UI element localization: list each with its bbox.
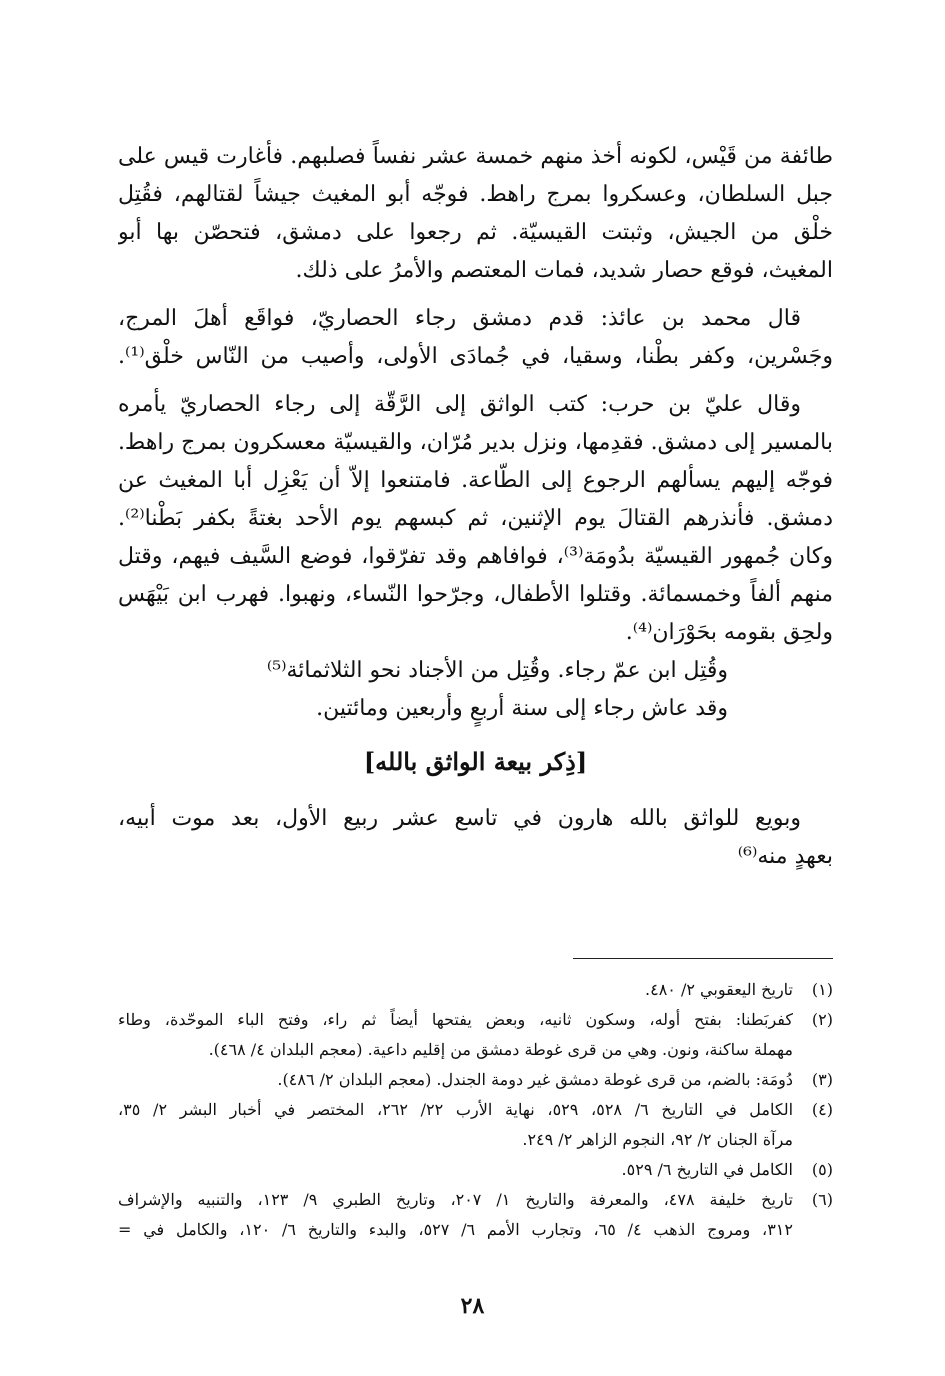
text-line: وكان جُمهور القيسيّة بدُومَة⁽³⁾، فوافاهم وقد تفرّقوا، فوضع السَّيف فيهم، وقتل <box>118 544 833 569</box>
footnote-text: كفربَطنا: بفتح أوله، وسكون ثانيه، وبعض يفتحها أيضاً ثم راء، وفتح الباء الموحّدة، وطاء <box>118 1010 793 1029</box>
text-line: وجَسْرين، وكفر بطْنا، وسقيا، في جُمادَى الأولى، وأصيب من النّاس خلْق⁽¹⁾. <box>118 344 833 369</box>
text-line: ولحِق بقومه بحَوْرَان⁽⁴⁾. <box>625 620 833 645</box>
footnote-text: تاريخ اليعقوبي ٢/ ٤٨٠. <box>645 980 793 999</box>
text-line: بالمسير إلى دمشق. فقدِمها، ونزل بدير مُرّان، والقيسيّة معسكرون بمرج راهط. <box>118 430 833 455</box>
footnote-text: الكامل في التاريخ ٦/ ٥٢٩. <box>621 1160 793 1179</box>
footnote <box>118 1005 833 1065</box>
page-number: ٢٨ <box>460 1293 485 1319</box>
text-line: طائفة من قَيْس، لكونه أخذ منهم خمسة عشر نفساً فصلبهم. فأغارت قيس على <box>118 144 833 169</box>
text-line: وقال عليّ بن حرب: كتب الواثق إلى الرَّقّة إلى رجاء الحصاريّ يأمره <box>118 392 801 417</box>
footnote-text: الكامل في التاريخ ٦/ ٥٢٨، ٥٢٩، نهاية الأرب ٢٢/ ٢٦٢، المختصر في أخبار البشر ٢/ ٣٥، <box>118 1100 793 1119</box>
text-line: قال محمد بن عائذ: قدم دمشق رجاء الحصاريّ، فواقَع أهلَ المرج، <box>118 306 801 331</box>
footnote <box>118 1185 833 1245</box>
text-line: خلْق من الجيش، وثبتت القيسيّة. ثم رجعوا على دمشق، فتحصّن بها أبو <box>118 220 833 245</box>
footnote <box>118 1155 833 1185</box>
footnotes <box>118 975 833 1245</box>
footnote <box>118 1095 833 1155</box>
footnote-number: (٥) <box>811 1160 833 1179</box>
footnote-text: مهملة ساكنة، ونون. وهي من قرى غوطة دمشق من إقليم داعية. (معجم البلدان ٤/ ٤٦٨). <box>208 1040 793 1059</box>
text-line: وقد عاش رجاء إلى سنة أربعٍ وأربعين ومائتين. <box>316 696 728 721</box>
section-heading: [ذِكر بيعة الواثق بالله] <box>363 747 588 776</box>
text-line: المغيث، فوقع حصار شديد، فمات المعتصم والأمرُ على ذلك. <box>295 258 833 283</box>
text-line: منهم ألفاً وخمسمائة. وقتلوا الأطفال، وجرّحوا النّساء، ونهبوا. فهرب ابن بَيْهَس <box>118 582 833 607</box>
text-line: دمشق. فأنذرهم القتالَ يوم الإثنين، ثم كبسهم يوم الأحد بغتةً بكفر بَطْنا⁽²⁾. <box>118 506 833 531</box>
footnote <box>118 1065 833 1095</box>
text-line: وقُتِل ابن عمّ رجاء. وقُتِل من الأجناد نحو الثلاثمائة⁽⁵⁾ <box>266 658 728 683</box>
footnote-number: (٤) <box>811 1100 833 1119</box>
footnote-number: (٢) <box>811 1010 833 1029</box>
text-line: بعهدٍ منه⁽⁶⁾ <box>737 844 833 869</box>
main-text <box>118 138 833 876</box>
footnote-text: دُومَة: بالضم، من قرى غوطة دمشق غير دومة الجندل. (معجم البلدان ٢/ ٤٨٦). <box>277 1070 793 1089</box>
text-line: وبويع للواثق بالله هارون في تاسع عشر ربيع الأول، بعد موت أبيه، <box>118 806 801 831</box>
footnote-text: ٣١٢، ومروج الذهب ٤/ ٦٥، وتجارب الأمم ٦/ ٥٢٧، والبدء والتاريخ ٦/ ١٢٠، والكامل في = <box>118 1220 793 1239</box>
text-line: جبل السلطان، وعسكروا بمرج راهط. فوجّه أبو المغيث جيشاً لقتالهم، فقُتِل <box>118 182 833 207</box>
footnote <box>118 975 833 1005</box>
footnote-separator <box>573 958 833 959</box>
footnote-number: (٦) <box>811 1190 833 1209</box>
text-line: فوجّه إليهم يسألهم الرجوع إلى الطّاعة. فامتنعوا إلاّ أن يَعْزِل أبا المغيث عن <box>118 468 833 493</box>
footnote-number: (٣) <box>811 1070 833 1089</box>
footnote-number: (١) <box>811 980 833 999</box>
footnote-text: مرآة الجنان ٢/ ٩٢، النجوم الزاهر ٢/ ٢٤٩. <box>522 1130 793 1149</box>
footnote-text: تاريخ خليفة ٤٧٨، والمعرفة والتاريخ ١/ ٢٠٧، وتاريخ الطبري ٩/ ١٢٣، والتنبيه والإشراف <box>118 1190 793 1209</box>
